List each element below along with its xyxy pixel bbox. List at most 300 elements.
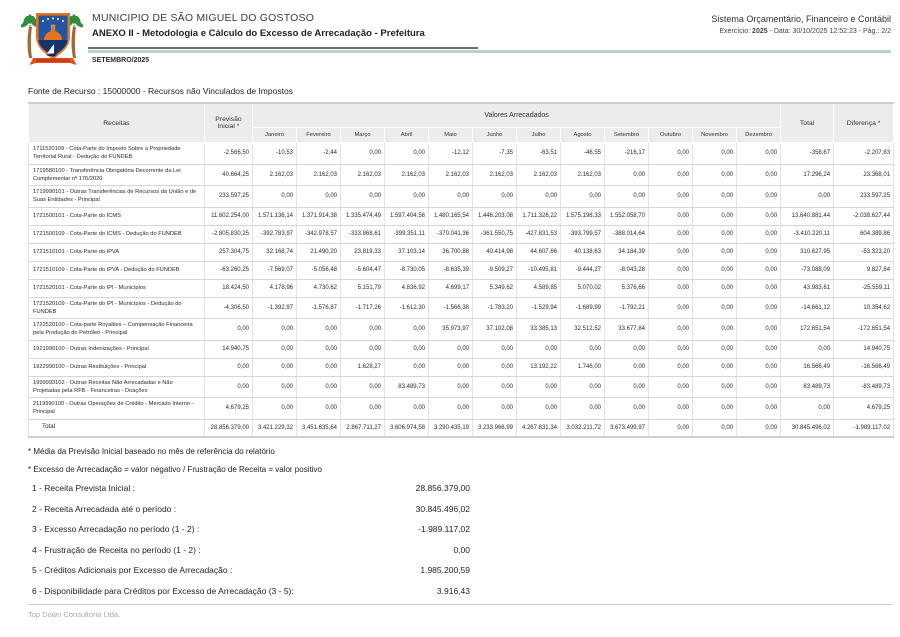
col-header-month: Agosto (561, 128, 605, 143)
month-value: -2,44 (297, 143, 341, 165)
receita-label: 1719580100 - Transferência Obrigatória Decorrente da Lei Complementar nº 176/2020 (29, 164, 205, 186)
month-value: 0,00 (473, 376, 517, 398)
summary-value: 3.916,43 (436, 585, 470, 596)
table-row (29, 186, 894, 208)
month-value: 5.376,66 (605, 279, 649, 297)
month-value: 21.490,20 (297, 243, 341, 261)
month-value: 0,00 (605, 376, 649, 398)
total-value: -3.410.220,11 (781, 225, 834, 243)
receita-label: 1721510109 - Cota-Parte do IPVA - Dedução do FUNDEB (29, 261, 205, 279)
month-value: 0,00 (385, 143, 429, 165)
exercise-label: Exercício: (719, 28, 751, 35)
previsao-value: 40.664,25 (205, 164, 253, 186)
previsao-value: 14.940,75 (205, 340, 253, 358)
col-header-month: Março (341, 128, 385, 143)
month-value: -7,35 (473, 143, 517, 165)
table-row (29, 297, 894, 319)
col-header-month: Fevereiro (297, 128, 341, 143)
month-value: -7.569,07 (253, 261, 297, 279)
month-value: 5.151,79 (341, 279, 385, 297)
table-row (29, 225, 894, 243)
month-value: 0,00 (429, 186, 473, 208)
col-header-month: Janeiro (253, 128, 297, 143)
title-underline (88, 47, 478, 49)
month-value: -12,12 (429, 143, 473, 165)
total-value: -358,67 (781, 143, 834, 165)
note-previsao: * Média da Previsão Inicial baseado no mês de referência do relatório (28, 447, 275, 457)
month-value: -1.576,87 (297, 297, 341, 319)
col-header-receitas: Receitas (29, 103, 205, 143)
month-value: 0,00 (605, 398, 649, 420)
col-header-month: Novembro (693, 128, 737, 143)
month-value: 0,00 (737, 398, 781, 420)
month-value: 0,00 (517, 376, 561, 398)
month-value: 33.385,13 (517, 319, 561, 341)
month-value: -63,51 (517, 143, 561, 165)
month-value: 0,00 (429, 376, 473, 398)
month-value: -46,55 (561, 143, 605, 165)
month-value: 32.512,52 (561, 319, 605, 341)
note-excesso: * Excesso de Arrecadação = valor negativo / Frustração de Receita = valor positivo (28, 465, 322, 475)
summary-label: 5 - Créditos Adicionais por Excesso de Arrecadação : (32, 565, 233, 576)
month-value: 13.192,22 (517, 358, 561, 376)
summary-item (32, 483, 470, 493)
month-value: 0,00 (649, 398, 693, 420)
summary-value: 1.985.200,59 (420, 565, 470, 576)
table-row (29, 376, 894, 398)
month-value: 2.162,03 (253, 164, 297, 186)
receita-label: 1719990101 - Outras Transferências de Recursos da União e de Suas Entidades - Principal (29, 186, 205, 208)
total-value: 43.983,61 (781, 279, 834, 297)
col-header-month: Abril (385, 128, 429, 143)
summary-value: 0,00 (453, 544, 470, 555)
month-value: 0,00 (561, 398, 605, 420)
month-value: 0,00 (341, 143, 385, 165)
month-value: 34.184,39 (605, 243, 649, 261)
month-value: -9.444,27 (561, 261, 605, 279)
table-row (29, 164, 894, 186)
month-value: 1.371.914,38 (297, 207, 341, 225)
receita-label: Total (29, 419, 205, 437)
total-value: 310.627,95 (781, 243, 834, 261)
month-value: -8.043,28 (605, 261, 649, 279)
month-value: 4.589,85 (517, 279, 561, 297)
month-value: 0,00 (649, 297, 693, 319)
summary-item (32, 504, 470, 514)
month-value: -9.509,27 (473, 261, 517, 279)
month-value: -1.392,97 (253, 297, 297, 319)
revenue-table-header (29, 103, 894, 143)
month-value: 1.571.136,14 (253, 207, 297, 225)
summary-label: 3 - Excesso Arrecadação no período (1 - 2) : (32, 524, 200, 535)
month-value: 0,00 (649, 243, 693, 261)
diferenca-value: 4.679,25 (834, 398, 894, 420)
month-value: 0,00 (605, 340, 649, 358)
summary-value: 30.845.496,02 (415, 503, 470, 514)
report-header (0, 0, 900, 80)
month-value: -333.868,61 (341, 225, 385, 243)
report-meta (711, 28, 891, 35)
month-value: 0,00 (297, 358, 341, 376)
month-value: 0,00 (297, 186, 341, 208)
month-value: 0,00 (737, 225, 781, 243)
month-value: -399.351,11 (385, 225, 429, 243)
col-header-month: Outubro (649, 128, 693, 143)
receita-label: 1722520100 - Cota-parte Royalties – Compensação Financeira pela Produção do Petróleo - Principal (29, 319, 205, 341)
month-value: 0,00 (429, 358, 473, 376)
month-value: 0,00 (341, 319, 385, 341)
total-row (29, 419, 894, 437)
total-value: -14.661,12 (781, 297, 834, 319)
month-value: -1.529,94 (517, 297, 561, 319)
col-header-month: Julho (517, 128, 561, 143)
month-value: 37.103,14 (385, 243, 429, 261)
month-value: 0,00 (429, 340, 473, 358)
month-value: 0,00 (517, 340, 561, 358)
month-value: 0,00 (297, 340, 341, 358)
month-value: 1.335.474,49 (341, 207, 385, 225)
previsao-value: 0,00 (205, 358, 253, 376)
report-title: ANEXO II - Metodologia e Cálculo do Excesso de Arrecadação - Prefeitura (92, 28, 425, 39)
diferenca-value: 233.597,25 (834, 186, 894, 208)
month-value: 3.451.635,64 (297, 419, 341, 437)
summary-item (32, 586, 470, 596)
page-footer (28, 604, 893, 619)
summary-value: 28.856.379,00 (415, 483, 470, 494)
diferenca-value: -172.651,54 (834, 319, 894, 341)
diferenca-value: -2.038.627,44 (834, 207, 894, 225)
month-value: 4.836,92 (385, 279, 429, 297)
receita-label: 1721510101 - Cota-Parte do IPVA (29, 243, 205, 261)
summary-item (32, 565, 470, 575)
month-value: 4.730,62 (297, 279, 341, 297)
diferenca-value: 9.827,84 (834, 261, 894, 279)
month-value: 3.606.974,58 (385, 419, 429, 437)
total-value: 172.651,54 (781, 319, 834, 341)
month-value: 0,00 (693, 297, 737, 319)
month-value: 44.607,66 (517, 243, 561, 261)
month-value: 1.446.203,08 (473, 207, 517, 225)
municipality-coat-of-arms-icon (21, 7, 85, 75)
month-value: 0,00 (693, 358, 737, 376)
month-value: 0,00 (385, 319, 429, 341)
receita-label: 2119990100 - Outras Operações de Crédito - Mercado Interno - Principal (29, 398, 205, 420)
month-value: 1.746,00 (561, 358, 605, 376)
header-divider (88, 50, 891, 53)
month-value: 1.597.404,56 (385, 207, 429, 225)
month-value: 3.673.499,97 (605, 419, 649, 437)
table-row (29, 398, 894, 420)
month-value: 1.480.165,54 (429, 207, 473, 225)
table-row (29, 340, 894, 358)
month-value: 0,00 (385, 358, 429, 376)
receita-label: 1711520109 - Cota-Parte do Imposto Sobre a Propriedade Territorial Rural - Dedução do FUNDEB (29, 143, 205, 165)
month-value: 83.489,73 (385, 376, 429, 398)
month-value: 2.162,03 (473, 164, 517, 186)
month-value: 0,00 (473, 358, 517, 376)
month-value: 2.162,03 (385, 164, 429, 186)
month-value: 4.178,96 (253, 279, 297, 297)
month-value: -370.041,36 (429, 225, 473, 243)
month-value: 0,00 (737, 340, 781, 358)
previsao-value: 257.304,75 (205, 243, 253, 261)
month-value: 1.575.198,33 (561, 207, 605, 225)
table-row (29, 319, 894, 341)
diferenca-value: 10.354,62 (834, 297, 894, 319)
total-value: 30.845.496,02 (781, 419, 834, 437)
month-value: 0,00 (385, 398, 429, 420)
month-value: -1.783,20 (473, 297, 517, 319)
previsao-value: -2.805.830,25 (205, 225, 253, 243)
system-name: Sistema Orçamentário, Financeiro e Contábil (711, 14, 891, 24)
receita-label: 1721520101 - Cota-Parte do IPI - Municípios (29, 279, 205, 297)
month-value: -1.612,30 (385, 297, 429, 319)
month-value: -216,17 (605, 143, 649, 165)
revenue-table (28, 102, 894, 438)
month-value: 0,00 (385, 340, 429, 358)
diferenca-value: 604.389,86 (834, 225, 894, 243)
month-value: 0,00 (737, 186, 781, 208)
month-value: 0,00 (473, 186, 517, 208)
month-value: 0,00 (253, 398, 297, 420)
month-value: 0,00 (253, 358, 297, 376)
month-value: 3.233.966,99 (473, 419, 517, 437)
month-value: 2.162,03 (297, 164, 341, 186)
month-value: -1.792,21 (605, 297, 649, 319)
table-row (29, 261, 894, 279)
receita-label: 1921990100 - Outras Indenizações - Principal (29, 340, 205, 358)
month-value: 5.349,62 (473, 279, 517, 297)
month-value: 0,00 (693, 225, 737, 243)
month-value: 0,00 (693, 261, 737, 279)
month-value: 4.699,17 (429, 279, 473, 297)
col-header-total: Total (781, 103, 834, 143)
total-value: 0,00 (781, 186, 834, 208)
diferenca-value: 23.368,01 (834, 164, 894, 186)
month-value: 0,00 (649, 207, 693, 225)
month-value: 0,00 (737, 207, 781, 225)
previsao-value: 0,00 (205, 376, 253, 398)
month-value: 35.973,97 (429, 319, 473, 341)
total-value: 13.640.881,44 (781, 207, 834, 225)
municipality-name: MUNICIPIO DE SÃO MIGUEL DO GOSTOSO (92, 12, 315, 24)
month-value: 2.162,03 (341, 164, 385, 186)
receita-label: 1999993102 - Outras Receitas Não Arrecadadas e Não Projetadas pela RFB - Financeiras - Doações (29, 376, 205, 398)
month-value: 0,00 (693, 243, 737, 261)
previsao-value: 0,00 (205, 319, 253, 341)
month-value: 33.677,84 (605, 319, 649, 341)
month-value: 0,00 (429, 398, 473, 420)
month-value: 0,00 (561, 340, 605, 358)
month-value: -1.566,38 (429, 297, 473, 319)
month-value: 0,00 (341, 186, 385, 208)
month-value: 0,00 (473, 398, 517, 420)
diferenca-value: -83.489,73 (834, 376, 894, 398)
month-value: -1.689,99 (561, 297, 605, 319)
month-value: 0,00 (737, 279, 781, 297)
month-value: 2.162,03 (429, 164, 473, 186)
month-value: -5.604,47 (341, 261, 385, 279)
month-value: 0,00 (693, 398, 737, 420)
month-value: 0,00 (693, 376, 737, 398)
footer-company: Top Down Consultoria Ltda. (28, 610, 121, 619)
month-value: -388.014,64 (605, 225, 649, 243)
total-value: 83.489,73 (781, 376, 834, 398)
month-value: 23.819,33 (341, 243, 385, 261)
diferenca-value: -2.207,83 (834, 143, 894, 165)
month-value: 0,00 (253, 376, 297, 398)
previsao-value: 4.679,25 (205, 398, 253, 420)
month-value: 0,00 (649, 164, 693, 186)
month-value: 0,00 (561, 186, 605, 208)
month-value: 0,00 (649, 376, 693, 398)
summary-label: 4 - Frustração de Receita no período (1 - 2) : (32, 544, 201, 555)
receita-label: 1721500109 - Cota-Parte do ICMS - Dedução do FUNDEB (29, 225, 205, 243)
total-value: 0,00 (781, 340, 834, 358)
summary-item (32, 545, 470, 555)
col-header-month: Maio (429, 128, 473, 143)
month-value: 0,00 (385, 186, 429, 208)
receita-label: 1721500101 - Cota-Parte do ICMS (29, 207, 205, 225)
month-value: 0,00 (297, 376, 341, 398)
month-value: -8.635,39 (429, 261, 473, 279)
month-value: 37.102,08 (473, 319, 517, 341)
summary-label: 2 - Receita Arrecadada até o período : (32, 503, 177, 514)
meta-rest: - Data: 30/10/2025 12:52:23 - Pág.: 2/2 (769, 28, 891, 35)
month-value: -10,53 (253, 143, 297, 165)
month-value: 0,00 (517, 186, 561, 208)
previsao-value: 11.602.254,00 (205, 207, 253, 225)
receita-label: 1721520109 - Cota-Parte do IPI - Municípios - Dedução do FUNDEB (29, 297, 205, 319)
month-value: 0,00 (693, 279, 737, 297)
fonte-de-recurso: Fonte de Recurso : 15000000 - Recursos não Vinculados de Impostos (28, 86, 293, 96)
exercise-year: 2025 (752, 28, 768, 35)
month-value: 0,00 (253, 186, 297, 208)
month-value: -361.550,75 (473, 225, 517, 243)
diferenca-value: -53.323,20 (834, 243, 894, 261)
table-row (29, 279, 894, 297)
month-value: 1.552.058,70 (605, 207, 649, 225)
summary-item (32, 524, 470, 534)
month-value: 5.070,02 (561, 279, 605, 297)
month-value: 36.700,88 (429, 243, 473, 261)
total-value: -73.088,09 (781, 261, 834, 279)
month-value: 0,00 (561, 376, 605, 398)
month-value: 0,00 (693, 319, 737, 341)
month-value: 0,00 (605, 164, 649, 186)
diferenca-value: -25.559,11 (834, 279, 894, 297)
month-value: 0,00 (253, 319, 297, 341)
month-value: 0,00 (649, 186, 693, 208)
month-value: 3.421.229,32 (253, 419, 297, 437)
col-header-diferenca: Diferença * (834, 103, 894, 143)
month-value: 0,00 (693, 207, 737, 225)
month-value: 0,00 (649, 261, 693, 279)
month-value: 40.138,63 (561, 243, 605, 261)
col-header-month: Dezembro (737, 128, 781, 143)
month-value: 0,00 (737, 319, 781, 341)
previsao-value: -63.260,25 (205, 261, 253, 279)
total-value: 16.566,49 (781, 358, 834, 376)
month-value: 32.168,74 (253, 243, 297, 261)
month-value: 0,00 (649, 279, 693, 297)
previsao-value: 28.856.379,00 (205, 419, 253, 437)
month-value: 0,00 (693, 340, 737, 358)
month-value: -392.783,97 (253, 225, 297, 243)
month-value: 0,00 (737, 164, 781, 186)
month-value: 40.414,98 (473, 243, 517, 261)
month-value: 0,00 (737, 376, 781, 398)
col-header-month: Junho (473, 128, 517, 143)
month-value: 0,00 (737, 358, 781, 376)
month-value: 0,00 (737, 261, 781, 279)
month-value: 4.267.831,34 (517, 419, 561, 437)
month-value: 0,00 (649, 143, 693, 165)
receita-label: 1922990100 - Outras Restituições - Principal (29, 358, 205, 376)
month-value: -5.056,48 (297, 261, 341, 279)
month-value: 0,00 (473, 340, 517, 358)
month-value: 0,00 (693, 419, 737, 437)
month-value: -427.831,53 (517, 225, 561, 243)
month-value: 1.628,27 (341, 358, 385, 376)
month-value: 0,00 (649, 319, 693, 341)
previsao-value: -2.566,50 (205, 143, 253, 165)
month-value: 0,00 (605, 358, 649, 376)
month-value: -8.730,05 (385, 261, 429, 279)
col-header-previsao: Previsão Inicial * (205, 103, 253, 143)
revenue-table-body (29, 143, 894, 438)
month-value: 0,00 (737, 297, 781, 319)
previsao-value: 233.597,25 (205, 186, 253, 208)
notes-section (28, 447, 900, 474)
summary-value: -1.989.117,02 (418, 524, 470, 535)
month-value: 2.867.711,27 (341, 419, 385, 437)
month-value: 3.032.211,72 (561, 419, 605, 437)
month-value: 1.711.326,22 (517, 207, 561, 225)
summary-label: 1 - Receita Prevista Inicial : (32, 483, 135, 494)
table-row (29, 243, 894, 261)
month-value: 0,00 (605, 186, 649, 208)
month-value: 0,00 (517, 398, 561, 420)
month-value: 2.162,03 (561, 164, 605, 186)
month-value: 0,00 (649, 419, 693, 437)
month-value: 0,00 (649, 358, 693, 376)
previsao-value: -4.306,50 (205, 297, 253, 319)
diferenca-value: -1.989.117,02 (834, 419, 894, 437)
table-row (29, 358, 894, 376)
col-header-valores-arrecadados: Valores Arrecadados (253, 103, 781, 128)
report-period: SETEMBRO/2025 (92, 57, 150, 64)
month-value: 0,00 (737, 143, 781, 165)
month-value: 0,00 (693, 186, 737, 208)
col-header-month: Setembro (605, 128, 649, 143)
month-value: 0,00 (693, 143, 737, 165)
diferenca-value: -16.566,49 (834, 358, 894, 376)
summary-label: 6 - Disponibilidade para Créditos por Excesso de Arrecadação (3 - 5): (32, 585, 294, 596)
total-value: 0,00 (781, 398, 834, 420)
month-value: 0,00 (297, 398, 341, 420)
month-value: -342.978,57 (297, 225, 341, 243)
month-value: -393.799,57 (561, 225, 605, 243)
total-value: 17.296,24 (781, 164, 834, 186)
month-value: 3.290.435,19 (429, 419, 473, 437)
diferenca-value: 14.940,75 (834, 340, 894, 358)
month-value: 0,00 (253, 340, 297, 358)
month-value: 0,00 (297, 319, 341, 341)
table-row (29, 143, 894, 165)
month-value: 0,00 (737, 243, 781, 261)
month-value: 2.162,03 (517, 164, 561, 186)
